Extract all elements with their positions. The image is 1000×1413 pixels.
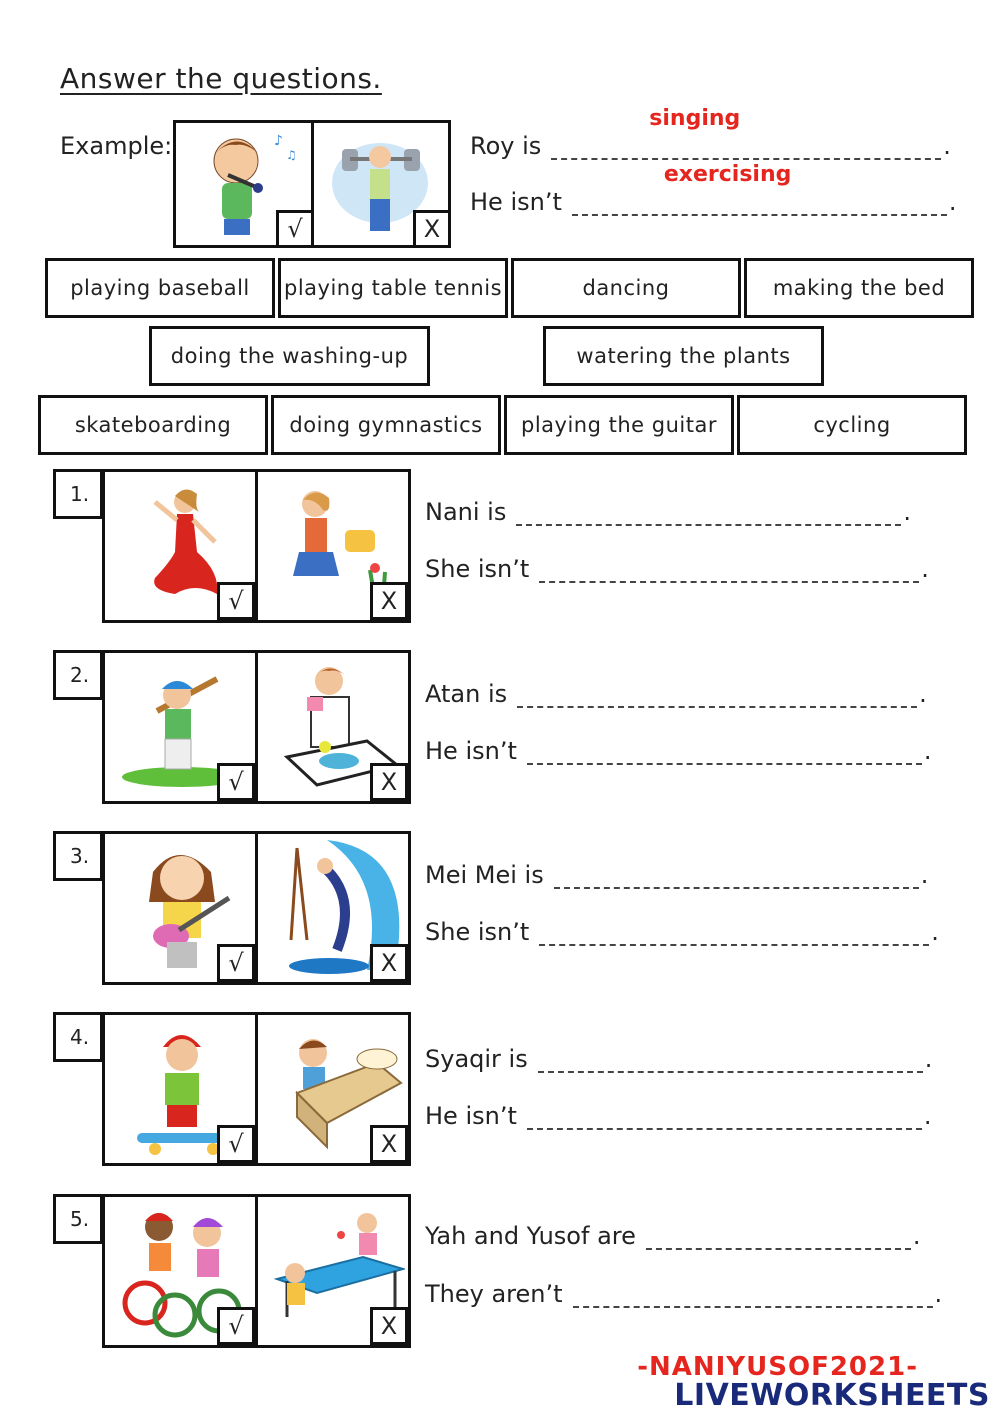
- word-doing-gymnastics: doing gymnastics: [271, 395, 501, 455]
- question-1-sentence-2: She isn’t .: [425, 555, 929, 583]
- question-4-blank-2[interactable]: [527, 1104, 922, 1130]
- question-2-cross-mark: X: [370, 763, 408, 801]
- question-5-sentence-2: They aren’t .: [425, 1280, 943, 1308]
- example-check-mark: √: [276, 210, 314, 245]
- word-playing-table-tennis: playing table tennis: [278, 258, 508, 318]
- question-1-pictures: [102, 469, 411, 623]
- question-4-sentence-1: Syaqir is .: [425, 1045, 933, 1073]
- example-picture-frame: [173, 120, 451, 248]
- question-5-number: 5.: [53, 1194, 103, 1244]
- question-3-blank-2[interactable]: [539, 920, 929, 946]
- question-2-sentence-1: Atan is .: [425, 680, 927, 708]
- question-1-cross-mark: X: [370, 582, 408, 620]
- word-skateboarding: skateboarding: [38, 395, 268, 455]
- question-3-line1: Mei Mei is: [425, 861, 544, 889]
- word-playing-baseball: playing baseball: [45, 258, 275, 318]
- example-line1-start: Roy is: [470, 132, 542, 160]
- question-3-sentence-1: Mei Mei is .: [425, 861, 929, 889]
- svg-text:♪: ♪: [274, 133, 283, 149]
- question-4-line2: He isn’t: [425, 1102, 517, 1130]
- question-1-blank-1[interactable]: [516, 500, 901, 526]
- question-2-check-mark: √: [217, 763, 255, 801]
- example-line2-start: He isn’t: [470, 188, 562, 216]
- question-3-check-mark: √: [217, 944, 255, 982]
- example-cross-mark: X: [413, 210, 448, 245]
- question-4-cross-mark: X: [370, 1125, 408, 1163]
- author-credit: -NANIYUSOF2021-: [637, 1352, 918, 1382]
- question-4-number: 4.: [53, 1012, 103, 1062]
- example-exercising-picture: [314, 123, 448, 245]
- question-2-number: 2.: [53, 650, 103, 700]
- question-2-line1: Atan is: [425, 680, 508, 708]
- question-5-pictures: [102, 1194, 411, 1348]
- example-answer-2: exercising: [663, 162, 792, 187]
- question-2-sentence-2: He isn’t .: [425, 737, 932, 765]
- example-sentence-1: Roy is singing .: [470, 106, 951, 160]
- question-3-sentence-2: She isn’t .: [425, 918, 939, 946]
- question-1-blank-2[interactable]: [539, 557, 919, 583]
- question-1-number: 1.: [53, 469, 103, 519]
- question-5-blank-2[interactable]: [573, 1282, 933, 1308]
- word-doing-the-washing-up: doing the washing-up: [149, 326, 430, 386]
- svg-text:♫: ♫: [286, 148, 297, 162]
- question-1-line1: Nani is: [425, 498, 507, 526]
- question-5-line2: They aren’t: [425, 1280, 563, 1308]
- question-3-number: 3.: [53, 831, 103, 881]
- question-4-blank-1[interactable]: [538, 1047, 923, 1073]
- question-4-pictures: [102, 1012, 411, 1166]
- example-answer-1: singing: [649, 106, 741, 131]
- word-watering-the-plants: watering the plants: [543, 326, 824, 386]
- word-dancing: dancing: [511, 258, 741, 318]
- question-4-check-mark: √: [217, 1125, 255, 1163]
- question-5-check-mark: √: [217, 1307, 255, 1345]
- question-3-cross-mark: X: [370, 944, 408, 982]
- question-4-sentence-2: He isn’t .: [425, 1102, 932, 1130]
- word-cycling: cycling: [737, 395, 967, 455]
- question-1-check-mark: √: [217, 582, 255, 620]
- question-5-cross-mark: X: [370, 1307, 408, 1345]
- question-3-pictures: [102, 831, 411, 985]
- question-2-pictures: [102, 650, 411, 804]
- question-5-blank-1[interactable]: [646, 1224, 911, 1250]
- question-5-line1: Yah and Yusof are: [425, 1222, 636, 1250]
- question-1-sentence-1: Nani is .: [425, 498, 911, 526]
- example-singing-picture: [176, 123, 314, 245]
- word-making-the-bed: making the bed: [744, 258, 974, 318]
- question-2-blank-1[interactable]: [517, 682, 917, 708]
- word-playing-the-guitar: playing the guitar: [504, 395, 734, 455]
- question-3-blank-1[interactable]: [554, 863, 919, 889]
- example-label: Example:: [60, 132, 173, 160]
- question-1-line2: She isn’t: [425, 555, 530, 583]
- question-2-blank-2[interactable]: [527, 739, 922, 765]
- page-title: Answer the questions.: [60, 62, 382, 95]
- example-sentence-2: He isn’t exercising .: [470, 162, 957, 216]
- liveworksheets-logo: LIVEWORKSHEETS: [674, 1378, 990, 1413]
- question-5-sentence-1: Yah and Yusof are .: [425, 1222, 921, 1250]
- question-2-line2: He isn’t: [425, 737, 517, 765]
- question-3-line2: She isn’t: [425, 918, 530, 946]
- question-4-line1: Syaqir is: [425, 1045, 528, 1073]
